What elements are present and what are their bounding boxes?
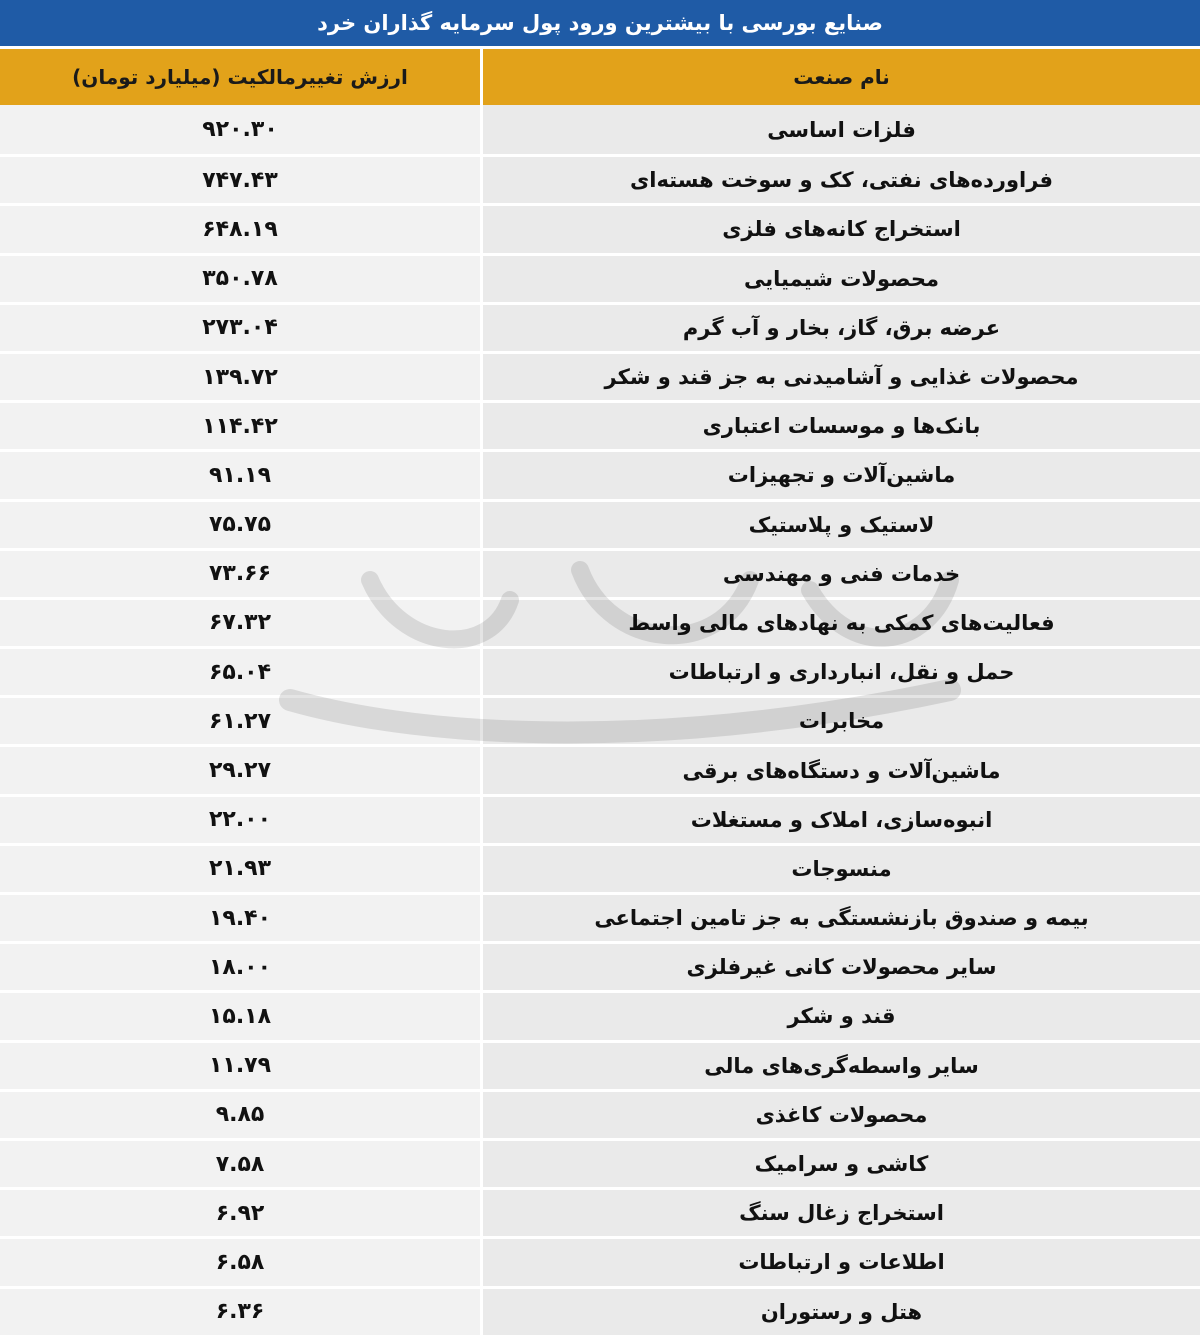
column-header-value: ارزش تغییرمالکیت (میلیارد تومان) [0,49,480,105]
table-row [0,941,1200,990]
value-cell: ۷.۵۸ [0,1141,480,1187]
value-cell: ۱۱۴.۴۲ [0,403,480,449]
table-row [0,499,1200,548]
table-body [0,105,1200,1335]
value-cell: ۷۴۷.۴۳ [0,157,480,203]
value-cell: ۶.۹۲ [0,1190,480,1236]
table-row [0,1187,1200,1236]
value-cell: ۶۷.۳۲ [0,600,480,646]
value-cell: ۹۱.۱۹ [0,452,480,498]
table-row [0,695,1200,744]
table-row [0,1040,1200,1089]
table-row [0,253,1200,302]
value-cell: ۹۲۰.۳۰ [0,105,480,154]
table-header-row [0,49,1200,105]
table-row [0,597,1200,646]
value-cell: ۱۳۹.۷۲ [0,354,480,400]
table-title: صنایع بورسی با بیشترین ورود پول سرمایه گذاران خرد [0,0,1200,46]
industry-name-cell: اطلاعات و ارتباطات [483,1239,1200,1285]
industry-name-cell: ماشین‌آلات و تجهیزات [483,452,1200,498]
table-row [0,744,1200,793]
value-cell: ۱۹.۴۰ [0,895,480,941]
industry-name-cell: منسوجات [483,846,1200,892]
industry-name-cell: فلزات اساسی [483,105,1200,154]
table-row [0,203,1200,252]
industry-name-cell: لاستیک و پلاستیک [483,502,1200,548]
column-header-industry: نام صنعت [483,49,1200,105]
industry-name-cell: بانک‌ها و موسسات اعتباری [483,403,1200,449]
industry-name-cell: سایر واسطه‌گری‌های مالی [483,1043,1200,1089]
table-row [0,105,1200,154]
value-cell: ۱۱.۷۹ [0,1043,480,1089]
value-cell: ۱۵.۱۸ [0,993,480,1039]
table-row [0,1236,1200,1285]
industry-name-cell: محصولات شیمیایی [483,256,1200,302]
table-row [0,1089,1200,1138]
table-row [0,794,1200,843]
table-row [0,1138,1200,1187]
industry-name-cell: سایر محصولات کانی غیرفلزی [483,944,1200,990]
value-cell: ۲۲.۰۰ [0,797,480,843]
industry-name-cell: استخراج کانه‌های فلزی [483,206,1200,252]
industry-name-cell: کاشی و سرامیک [483,1141,1200,1187]
industry-name-cell: خدمات فنی و مهندسی [483,551,1200,597]
table-row [0,302,1200,351]
data-table [0,49,1200,1335]
value-cell: ۷۳.۶۶ [0,551,480,597]
industry-name-cell: فراورده‌های نفتی، کک و سوخت هسته‌ای [483,157,1200,203]
value-cell: ۲۱.۹۳ [0,846,480,892]
value-cell: ۶.۵۸ [0,1239,480,1285]
table-row [0,1286,1200,1335]
table-row [0,843,1200,892]
value-cell: ۶۴۸.۱۹ [0,206,480,252]
industry-name-cell: بیمه و صندوق بازنشستگی به جز تامین اجتماعی [483,895,1200,941]
industry-name-cell: مخابرات [483,698,1200,744]
industry-name-cell: فعالیت‌های کمکی به نهادهای مالی واسط [483,600,1200,646]
value-cell: ۹.۸۵ [0,1092,480,1138]
value-cell: ۲۷۳.۰۴ [0,305,480,351]
industry-name-cell: محصولات غذایی و آشامیدنی به جز قند و شکر [483,354,1200,400]
value-cell: ۲۹.۲۷ [0,747,480,793]
value-cell: ۳۵۰.۷۸ [0,256,480,302]
table-row [0,646,1200,695]
industry-name-cell: حمل و نقل، انبارداری و ارتباطات [483,649,1200,695]
industry-name-cell: هتل و رستوران [483,1289,1200,1335]
industry-name-cell: استخراج زغال سنگ [483,1190,1200,1236]
industry-name-cell: ماشین‌آلات و دستگاه‌های برقی [483,747,1200,793]
value-cell: ۷۵.۷۵ [0,502,480,548]
value-cell: ۱۸.۰۰ [0,944,480,990]
table-row [0,400,1200,449]
table-row [0,154,1200,203]
industry-name-cell: انبوه‌سازی، املاک و مستغلات [483,797,1200,843]
industry-name-cell: قند و شکر [483,993,1200,1039]
value-cell: ۶۱.۲۷ [0,698,480,744]
value-cell: ۶۵.۰۴ [0,649,480,695]
table-row [0,548,1200,597]
table-row [0,351,1200,400]
value-cell: ۶.۳۶ [0,1289,480,1335]
table-row [0,990,1200,1039]
table-row [0,892,1200,941]
industry-name-cell: عرضه برق، گاز، بخار و آب گرم [483,305,1200,351]
industry-name-cell: محصولات کاغذی [483,1092,1200,1138]
table-row [0,449,1200,498]
